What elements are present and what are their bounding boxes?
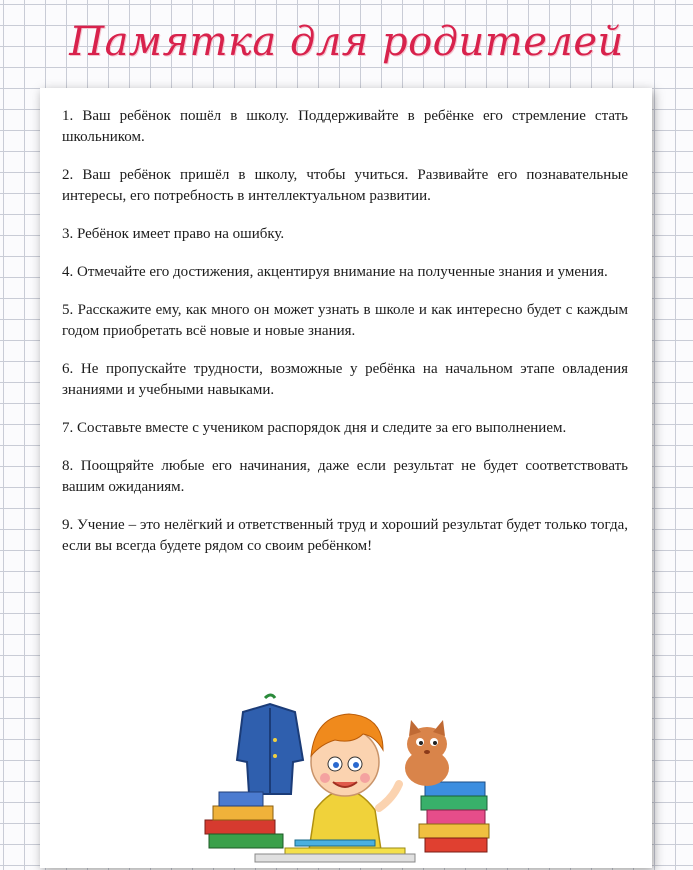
cat-icon <box>405 720 449 786</box>
memo-list <box>62 106 628 574</box>
schoolboy-illustration <box>195 690 495 870</box>
list-item: 1. Ваш ребёнок пошёл в школу. Поддерживайте в ребёнке его стремление стать школьником. <box>62 108 628 145</box>
page-title: Памятка для родителей <box>69 19 624 65</box>
books-left-icon <box>205 792 283 848</box>
books-right-icon <box>419 782 489 852</box>
boy-icon <box>309 714 399 850</box>
list-item: 5. Расскажите ему, как много он может узнать в школе и как интересно будет с каждым годом приобретать всё новые и новые знания. <box>62 302 628 339</box>
list-item: 8. Поощряйте любые его начинания, даже если результат не будет соответствовать вашим ожиданиям. <box>62 458 628 495</box>
list-item: 6. Не пропускайте трудности, возможные у ребёнка на начальном этапе овладения знаниями и учебными навыками. <box>62 361 628 398</box>
list-item: 2. Ваш ребёнок пришёл в школу, чтобы учиться. Развивайте его познавательные интересы, его потребность в интеллектуальном развитии. <box>62 167 628 204</box>
list-item: 3. Ребёнок имеет право на ошибку. <box>62 226 285 242</box>
list-item: 9. Учение – это нелёгкий и ответственный труд и хороший результат будет только тогда, если вы всегда будете рядом со своим ребёнком! <box>62 517 628 554</box>
list-item: 7. Составьте вместе с учеником распорядок дня и следите за его выполнением. <box>62 420 567 436</box>
list-item: 4. Отмечайте его достижения, акцентируя внимание на полученные знания и умения. <box>62 264 608 280</box>
jacket-icon <box>237 695 303 794</box>
